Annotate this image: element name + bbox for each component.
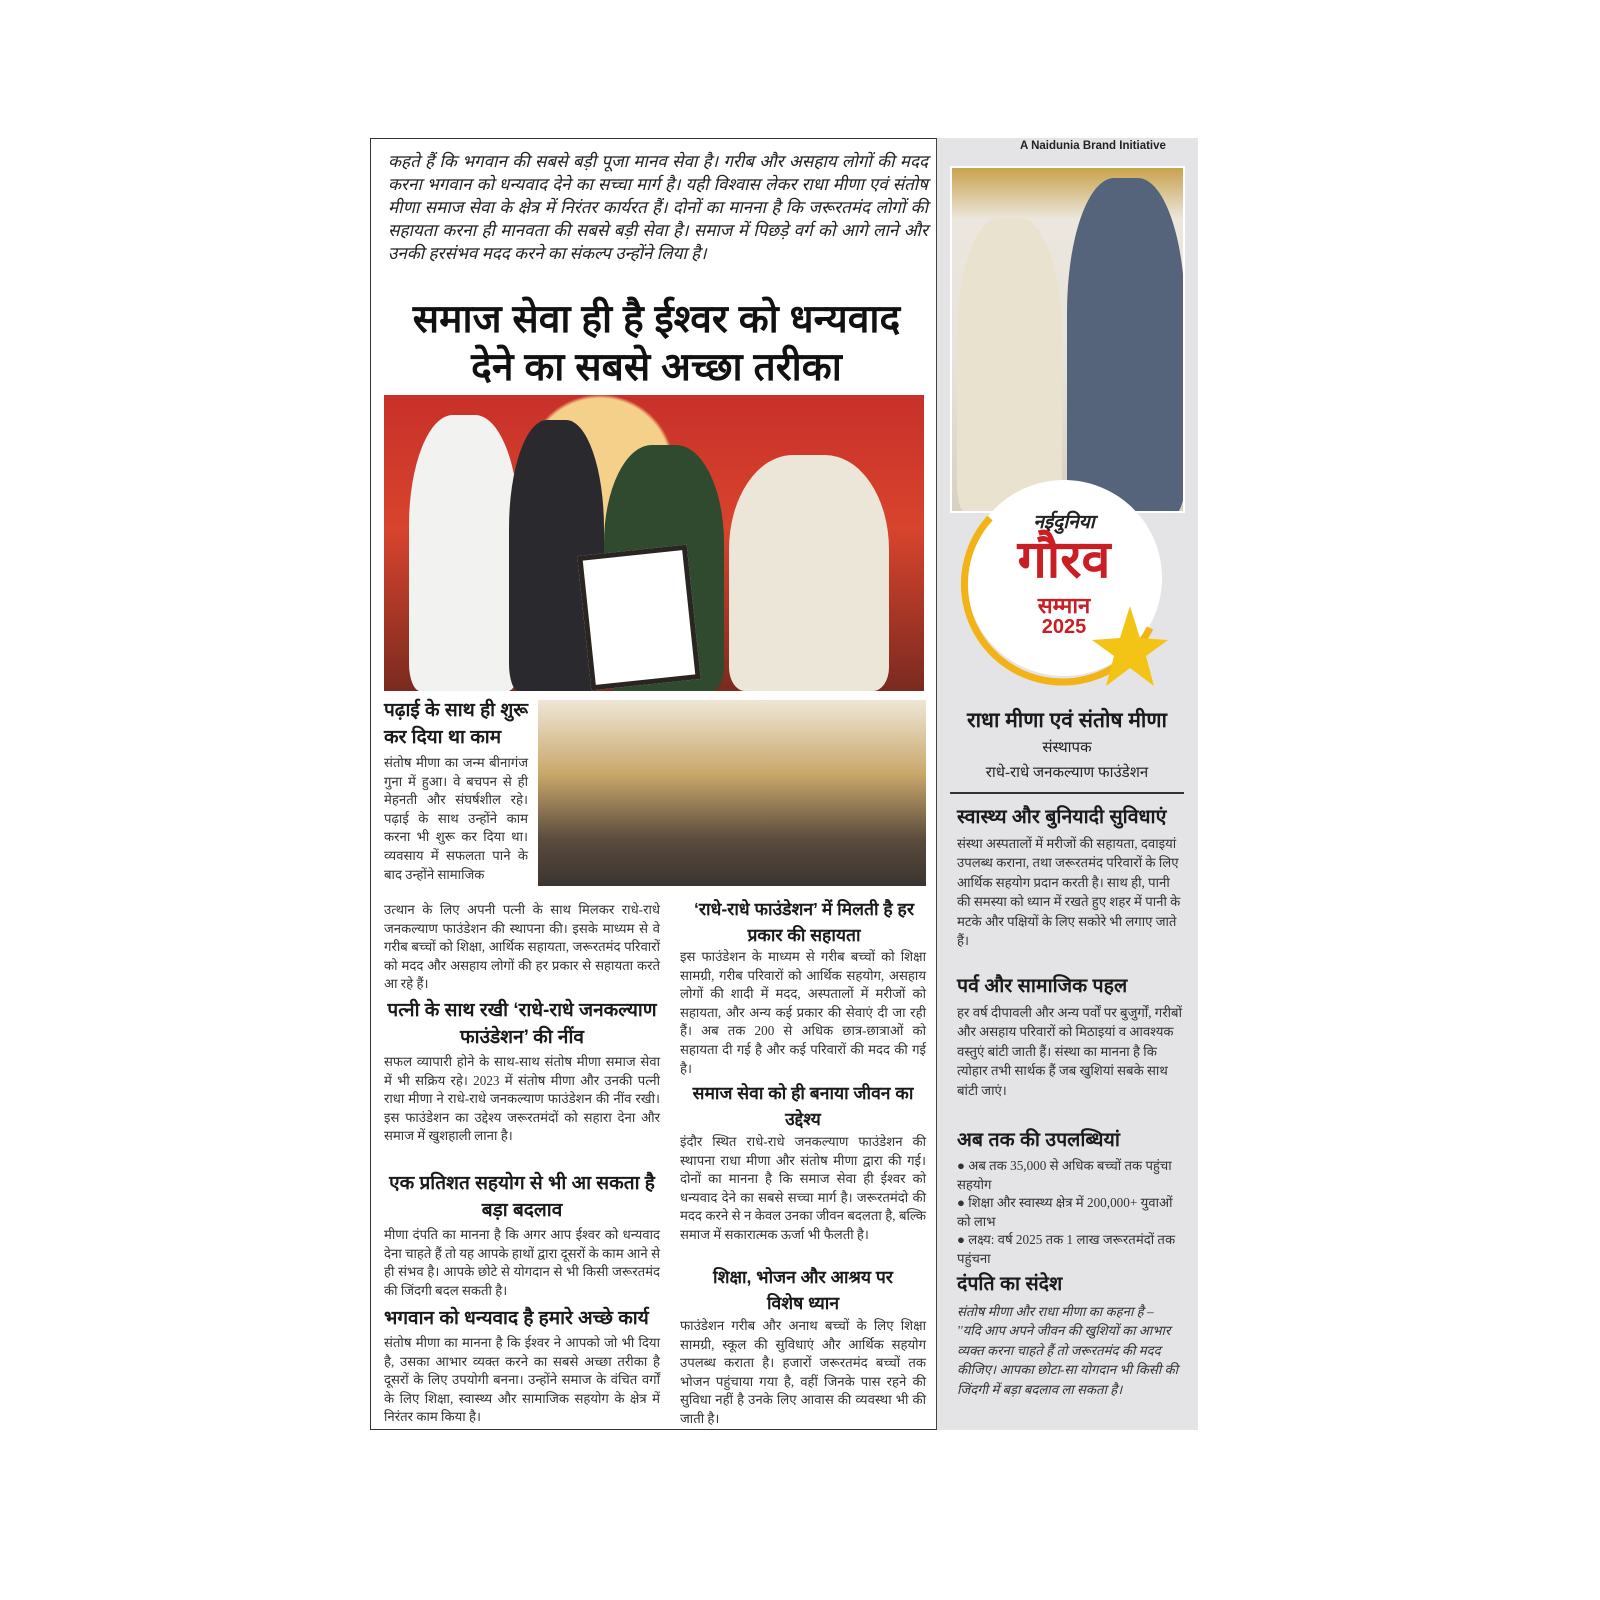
section-text-good-deeds: संतोष मीणा का मानना है कि ईश्वर ने आपको जो भी दिया है, उसका आभार व्यक्त करने का सबसे अच्छा तरीका है दूसरों के लिए उपयोगी बनना। उन्होंने समाज के वंचित वर्गों के लिए शिक्षा, स्वास्थ्य और सामाजिक सहयोग के क्षेत्र में निरंतर काम किया है। — [384, 1335, 660, 1425]
founders-caption — [950, 706, 1184, 786]
sidebar-title-achievements: अब तक की उपलब्धियां — [957, 1129, 1120, 1151]
logo-publisher: नईदुनिया — [1033, 512, 1095, 533]
achievement-item: ● अब तक 35,000 से अधिक बच्चों तक पहुंचा सहयोग — [957, 1158, 1172, 1192]
achievement-item: ● लक्ष्य: वर्ष 2025 तक 1 लाख जरूरतमंदों तक पहुंचना — [957, 1232, 1176, 1266]
logo-subtitle: सम्मान — [1037, 593, 1091, 618]
founders-names: राधा मीणा एवं संतोष मीणा — [967, 709, 1167, 732]
achievement-item: ● शिक्षा और स्वास्थ्य क्षेत्र में 200,000+ युवाओं को लाभ — [957, 1195, 1173, 1229]
founders-org: राधे-राधे जनकल्याण फाउंडेशन — [985, 765, 1149, 781]
sidebar-title-message: दंपति का संदेश — [957, 1273, 1063, 1295]
section-title-life-purpose: समाज सेवा को ही बनाया जीवन का उद्देश्य — [692, 1083, 914, 1129]
section-text-study-work-b: उत्थान के लिए अपनी पत्नी के साथ मिलकर राधे-राधे जनकल्याण फाउंडेशन की स्थापना की। इसके माध्यम से वे गरीब बच्चों को शिक्षा, आर्थिक सहायता, जरूरतमंद परिवारों को मदद और असहाय लोगों की हर प्रकार से सहायता करते आ रहे हैं। — [384, 902, 660, 992]
headline-line-1: समाज सेवा ही है ईश्वर को धन्यवाद — [412, 298, 901, 341]
section-text-foundation: सफल व्यापारी होने के साथ-साथ संतोष मीणा समाज सेवा में भी सक्रिय रहे। 2023 में संतोष मीणा और उनकी पत्नी राधा मीणा ने राधे-राधे जनकल्याण फाउंडेशन की नींव रखी। इस फाउंडेशन का उद्देश्य जरूरतमंदों को सहारा देना और समाज में खुशहाली लाना है। — [384, 1054, 660, 1144]
achievement-text: अब तक 35,000 से अधिक बच्चों तक पहुंचा सहयोग — [957, 1158, 1172, 1192]
section-title-good-deeds: भगवान को धन्यवाद है हमारे अच्छे कार्य — [384, 1308, 649, 1329]
gaurav-samman-logo — [960, 478, 1168, 690]
section-title-foundation: पत्नी के साथ रखी ‘राधे-राधे जनकल्याण फाउंडेशन’ की नींव — [387, 1000, 657, 1048]
founders-portrait-photo — [950, 166, 1185, 513]
headline — [384, 296, 929, 392]
sidebar-text-health: संस्था अस्पतालों में मरीजों की सहायता, दवाइयां उपलब्ध कराना, तथा जरूरतमंद परिवारों के लिए आर्थिक सहयोग प्रदान करती है। साथ ही, पानी की समस्या को ध्यान में रखते हुए शहर में पानी के मटके और पक्षियों के लिए सकोरे भी लगाए जाते हैं। — [957, 836, 1181, 949]
section-text-help: इस फाउंडेशन के माध्यम से गरीब बच्चों को शिक्षा सामग्री, गरीब परिवारों को आर्थिक सहयोग, असहाय लोगों की शादी में मदद, अस्पतालों में मरीजों को सहायता, और अन्य कई प्रकार की सेवाएं दी जा रही हैं। अब तक 200 से अधिक छात्र-छात्राओं को सहायता दी गई है और कई परिवारों की मदद की गई है। — [680, 949, 926, 1076]
intro-paragraph: कहते हैं कि भगवान की सबसे बड़ी पूजा मानव सेवा है। गरीब और असहाय लोगों की मदद करना भगवान को धन्यवाद देने का सच्चा मार्ग है। यही विश्वास लेकर राधा मीणा एवं संतोष मीणा समाज सेवा के क्षेत्र में निरंतर कार्यरत हैं। दोनों का मानना है कि जरूरतमंद लोगों की सहायता करना ही मानवता की सबसे बड़ी सेवा है। समाज में पिछड़े वर्ग को आगे लाने और उनकी हरसंभव मदद करने का संकल्प उन्होंने लिया है। — [388, 152, 928, 263]
logo-title: गौरव — [1017, 531, 1111, 589]
group-photo — [538, 700, 926, 886]
sidebar-text-festivals: हर वर्ष दीपावली और अन्य पर्वों पर बुजुर्गों, गरीबों और असहाय परिवारों को मिठाइयां व आवश्यक वस्तुएं बांटी जाती हैं। संस्था का मानना है कि त्योहार तभी सार्थक हैं जब खुशियां सबके साथ बांटी जाएं। — [957, 1005, 1182, 1098]
section-title-one-percent: एक प्रतिशत सहयोग से भी आ सकता है बड़ा बदलाव — [389, 1173, 655, 1221]
founders-role: संस्थापक — [1042, 740, 1092, 756]
certificate — [577, 545, 701, 691]
achievement-text: लक्ष्य: वर्ष 2025 तक 1 लाख जरूरतमंदों तक पहुंचना — [957, 1232, 1176, 1266]
sidebar-divider — [950, 792, 1184, 794]
achievement-text: शिक्षा और स्वास्थ्य क्षेत्र में 200,000+ युवाओं को लाभ — [957, 1195, 1173, 1229]
award-ceremony-photo — [384, 395, 924, 691]
section-title-study-work: पढ़ाई के साथ ही शुरू कर दिया था काम — [384, 700, 529, 748]
section-text-life-purpose: इंदौर स्थित राधे-राधे जनकल्याण फाउंडेशन की स्थापना राधा मीणा और संतोष मीणा द्वारा की गई। दोनों का मानना है कि समाज सेवा ही ईश्वर को धन्यवाद देने का सबसे सच्चा मार्ग है। जरूरतमंदो की मदद करने से न केवल उनका जीवन बदलता है, बल्कि समाज में सकारात्मक ऊर्जा भी फैलती है। — [680, 1134, 926, 1242]
section-title-help: ‘राधे-राधे फाउंडेशन’ में मिलती है हर प्रकार की सहायता — [694, 899, 914, 945]
section-text-study-work-a: संतोष मीणा का जन्म बीनागंज गुना में हुआ। वे बचपन से ही मेहनती और संघर्षशील रहे। पढ़ाई के साथ उन्होंने काम करना भी शुरू कर दिया था। व्यवसाय में सफलता पाने के बाद उन्होंने सामाजिक — [384, 755, 528, 882]
brand-initiative-label: A Naidunia Brand Initiative — [1020, 140, 1166, 152]
sidebar-title-festivals: पर्व और सामाजिक पहल — [957, 975, 1128, 997]
headline-line-2: देने का सबसे अच्छा तरीका — [471, 346, 842, 389]
section-text-education-food: फाउंडेशन गरीब और अनाथ बच्चों के लिए शिक्षा सामग्री, स्कूल की सुविधाएं और आर्थिक सहयोग उपलब्ध कराता है। हजारों जरूरतमंद बच्चों तक भोजन पहुंचाया गया है, वहीं जिनके पास रहने की सुविधा नहीं है उनके लिए आवास की व्यवस्था भी की जाती है। — [680, 1318, 926, 1426]
sidebar-text-message: संतोष मीणा और राधा मीणा का कहना है – ''यदि आप अपने जीवन की खुशियों का आभार व्यक्त करना चाहते हैं तो जरूरतमंद की मदद कीजिए। आपका छोटा-सा योगदान भी किसी की जिंदगी में बड़ा बदलाव ला सकता है। — [957, 1304, 1179, 1397]
section-title-education-food: शिक्षा, भोजन और आश्रय पर विशेष ध्यान — [713, 1267, 893, 1313]
logo-year: 2025 — [1041, 616, 1087, 638]
achievements-list — [957, 1157, 1185, 1268]
section-text-one-percent: मीणा दंपति का मानना है कि अगर आप ईश्वर को धन्यवाद देना चाहते हैं तो यह आपके हाथों द्वारा दूसरों के काम आने से ही संभव है। आपके छोटे से योगदान से भी किसी जरूरतमंद की जिंदगी बदल सकती है। — [384, 1227, 660, 1298]
sidebar-title-health: स्वास्थ्य और बुनियादी सुविधाएं — [957, 806, 1167, 828]
